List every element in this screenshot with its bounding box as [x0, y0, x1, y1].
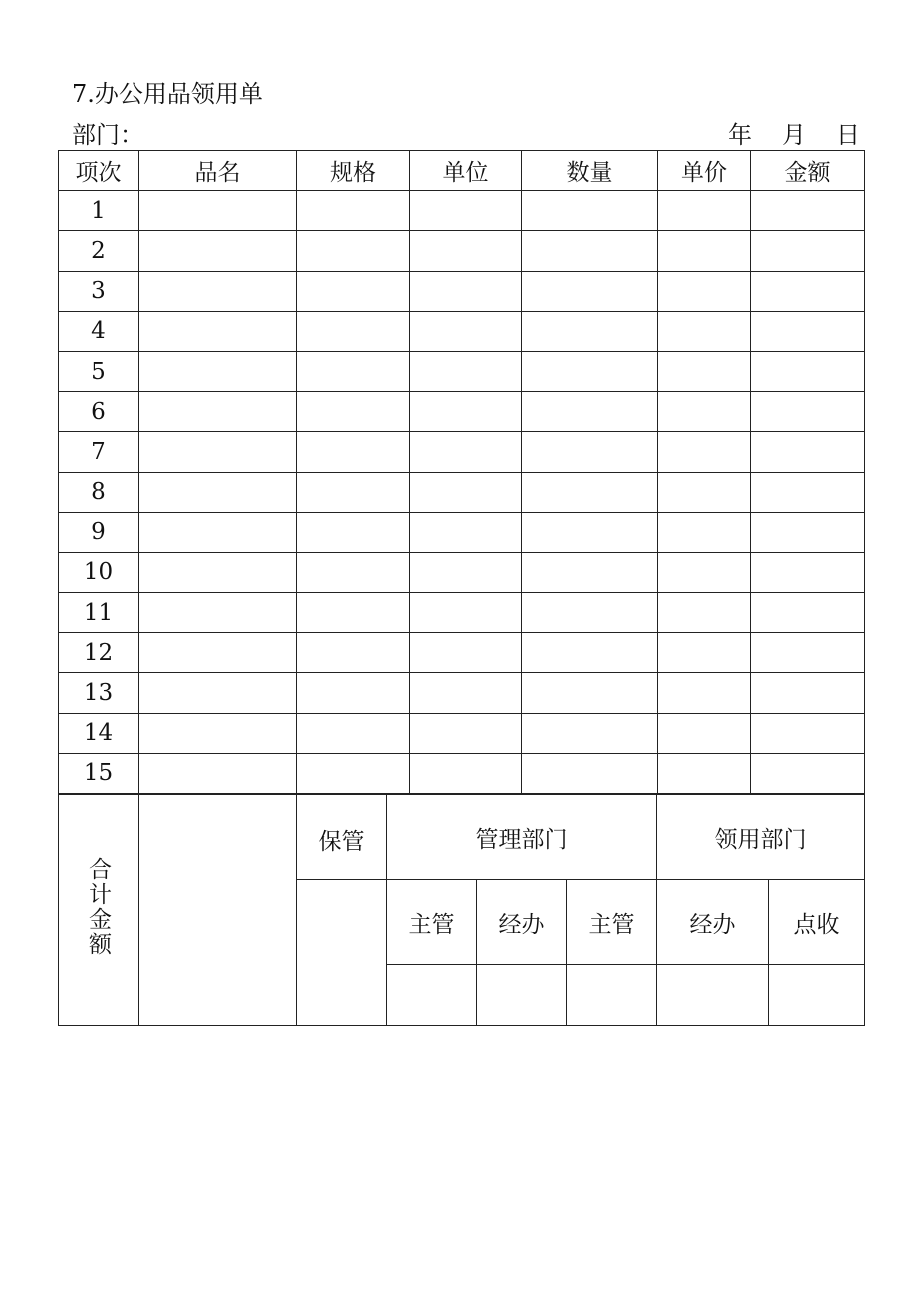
row-number: 4	[59, 311, 139, 351]
entry-cell[interactable]	[522, 713, 658, 753]
recv-supervisor-label: 主管	[567, 880, 657, 965]
entry-cell[interactable]	[139, 231, 297, 271]
entry-cell[interactable]	[522, 512, 658, 552]
entry-cell[interactable]	[410, 633, 522, 673]
row-number: 5	[59, 351, 139, 391]
entry-cell[interactable]	[297, 472, 410, 512]
entry-cell[interactable]	[658, 472, 751, 512]
table-row	[59, 593, 865, 633]
row-number: 10	[59, 552, 139, 592]
date-year-label: 年	[728, 121, 752, 149]
row-number: 15	[59, 753, 139, 793]
entry-cell[interactable]	[139, 392, 297, 432]
entry-cell[interactable]	[410, 231, 522, 271]
table-header-row	[59, 151, 865, 191]
entry-cell[interactable]	[658, 713, 751, 753]
table-row	[59, 432, 865, 472]
entry-cell[interactable]	[139, 753, 297, 793]
header-quantity: 数量	[522, 151, 658, 191]
entry-cell[interactable]	[658, 552, 751, 592]
entry-cell[interactable]	[139, 593, 297, 633]
entry-cell[interactable]	[139, 552, 297, 592]
mgmt-supervisor-signature[interactable]	[387, 965, 477, 1026]
entry-cell[interactable]	[522, 392, 658, 432]
entry-cell[interactable]	[751, 432, 865, 472]
row-number: 8	[59, 472, 139, 512]
row-number: 9	[59, 512, 139, 552]
entry-cell[interactable]	[410, 191, 522, 231]
management-dept-label: 管理部门	[387, 795, 657, 880]
entry-cell[interactable]	[522, 633, 658, 673]
table-row	[59, 552, 865, 592]
row-number: 12	[59, 633, 139, 673]
custody-label: 保管	[297, 795, 387, 880]
entry-cell[interactable]	[410, 552, 522, 592]
entry-cell[interactable]	[751, 633, 865, 673]
header-item-name: 品名	[139, 151, 297, 191]
mgmt-handler-label: 经办	[477, 880, 567, 965]
entry-cell[interactable]	[658, 271, 751, 311]
table-row	[59, 673, 865, 713]
entry-cell[interactable]	[297, 311, 410, 351]
entry-cell[interactable]	[522, 432, 658, 472]
entry-cell[interactable]	[297, 191, 410, 231]
entry-cell[interactable]	[297, 633, 410, 673]
entry-cell[interactable]	[658, 512, 751, 552]
row-number: 11	[59, 593, 139, 633]
entry-cell[interactable]	[751, 191, 865, 231]
header-unit-price: 单价	[658, 151, 751, 191]
entry-cell[interactable]	[410, 351, 522, 391]
entry-cell[interactable]	[522, 753, 658, 793]
recv-checker-label: 点收	[769, 880, 865, 965]
table-row	[59, 311, 865, 351]
entry-cell[interactable]	[297, 432, 410, 472]
entry-cell[interactable]	[751, 271, 865, 311]
total-amount-label-cell	[59, 795, 139, 1026]
recv-supervisor-signature[interactable]	[567, 965, 657, 1026]
entry-cell[interactable]	[658, 392, 751, 432]
entry-cell[interactable]	[751, 673, 865, 713]
entry-cell[interactable]	[522, 311, 658, 351]
entry-cell[interactable]	[751, 231, 865, 271]
table-row	[59, 713, 865, 753]
table-row	[59, 512, 865, 552]
entry-cell[interactable]	[658, 231, 751, 271]
mgmt-handler-signature[interactable]	[477, 965, 567, 1026]
entry-cell[interactable]	[751, 351, 865, 391]
entry-cell[interactable]	[658, 191, 751, 231]
entry-cell[interactable]	[139, 713, 297, 753]
entry-cell[interactable]	[658, 633, 751, 673]
entry-cell[interactable]	[751, 713, 865, 753]
table-row	[59, 753, 865, 793]
table-row	[59, 392, 865, 432]
row-number: 14	[59, 713, 139, 753]
entry-cell[interactable]	[751, 472, 865, 512]
entry-cell[interactable]	[297, 512, 410, 552]
entry-cell[interactable]	[522, 271, 658, 311]
entry-cell[interactable]	[297, 552, 410, 592]
date-month-label: 月	[782, 121, 806, 149]
entry-cell[interactable]	[139, 673, 297, 713]
entry-cell[interactable]	[751, 311, 865, 351]
approval-table	[58, 794, 865, 1026]
date-day-label: 日	[836, 121, 860, 149]
entry-cell[interactable]	[522, 231, 658, 271]
entry-cell[interactable]	[658, 673, 751, 713]
recv-handler-label: 经办	[657, 880, 769, 965]
entry-cell[interactable]	[522, 673, 658, 713]
entry-cell[interactable]	[410, 472, 522, 512]
entry-cell[interactable]	[139, 311, 297, 351]
entry-cell[interactable]	[410, 593, 522, 633]
table-row	[59, 633, 865, 673]
row-number: 6	[59, 392, 139, 432]
entry-cell[interactable]	[522, 593, 658, 633]
receiving-dept-label: 领用部门	[657, 795, 865, 880]
entry-cell[interactable]	[139, 191, 297, 231]
entry-cell[interactable]	[658, 351, 751, 391]
table-row	[59, 231, 865, 271]
row-number: 1	[59, 191, 139, 231]
row-number: 7	[59, 432, 139, 472]
entry-cell[interactable]	[410, 753, 522, 793]
entry-cell[interactable]	[297, 271, 410, 311]
entry-cell[interactable]	[522, 472, 658, 512]
header-amount: 金额	[751, 151, 865, 191]
entry-cell[interactable]	[751, 552, 865, 592]
entry-cell[interactable]	[297, 713, 410, 753]
mgmt-supervisor-label: 主管	[387, 880, 477, 965]
header-item-no: 项次	[59, 151, 139, 191]
entry-cell[interactable]	[410, 673, 522, 713]
entry-cell[interactable]	[139, 633, 297, 673]
entry-cell[interactable]	[139, 432, 297, 472]
entry-cell[interactable]	[658, 593, 751, 633]
total-amount-value-cell[interactable]	[139, 795, 297, 1026]
table-row	[59, 351, 865, 391]
entry-cell[interactable]	[751, 512, 865, 552]
row-number: 13	[59, 673, 139, 713]
recv-handler-signature[interactable]	[657, 965, 769, 1026]
row-number: 3	[59, 271, 139, 311]
entry-cell[interactable]	[410, 271, 522, 311]
entry-cell[interactable]	[139, 351, 297, 391]
entry-cell[interactable]	[658, 311, 751, 351]
entry-cell[interactable]	[522, 191, 658, 231]
entry-cell[interactable]	[410, 432, 522, 472]
entry-cell[interactable]	[751, 392, 865, 432]
entry-cell[interactable]	[751, 593, 865, 633]
entry-cell[interactable]	[410, 311, 522, 351]
requisition-table	[58, 150, 865, 794]
custody-signature-cell[interactable]	[297, 880, 387, 1026]
entry-cell[interactable]	[139, 512, 297, 552]
table-row	[59, 472, 865, 512]
entry-cell[interactable]	[410, 392, 522, 432]
entry-cell[interactable]	[297, 753, 410, 793]
entry-cell[interactable]	[297, 351, 410, 391]
entry-cell[interactable]	[658, 753, 751, 793]
entry-cell[interactable]	[751, 753, 865, 793]
entry-cell[interactable]	[410, 512, 522, 552]
form-title: 7.办公用品领用单	[72, 80, 263, 108]
entry-cell[interactable]	[297, 673, 410, 713]
entry-cell[interactable]	[297, 593, 410, 633]
entry-cell[interactable]	[139, 472, 297, 512]
entry-cell[interactable]	[297, 231, 410, 271]
total-amount-label: 合计金额	[85, 857, 111, 957]
recv-checker-signature[interactable]	[769, 965, 865, 1026]
table-row	[59, 271, 865, 311]
header-unit: 单位	[410, 151, 522, 191]
entry-cell[interactable]	[522, 351, 658, 391]
header-spec: 规格	[297, 151, 410, 191]
entry-cell[interactable]	[139, 271, 297, 311]
entry-cell[interactable]	[658, 432, 751, 472]
department-label: 部门：	[72, 121, 144, 149]
entry-cell[interactable]	[522, 552, 658, 592]
row-number: 2	[59, 231, 139, 271]
table-row	[59, 191, 865, 231]
entry-cell[interactable]	[410, 713, 522, 753]
entry-cell[interactable]	[297, 392, 410, 432]
